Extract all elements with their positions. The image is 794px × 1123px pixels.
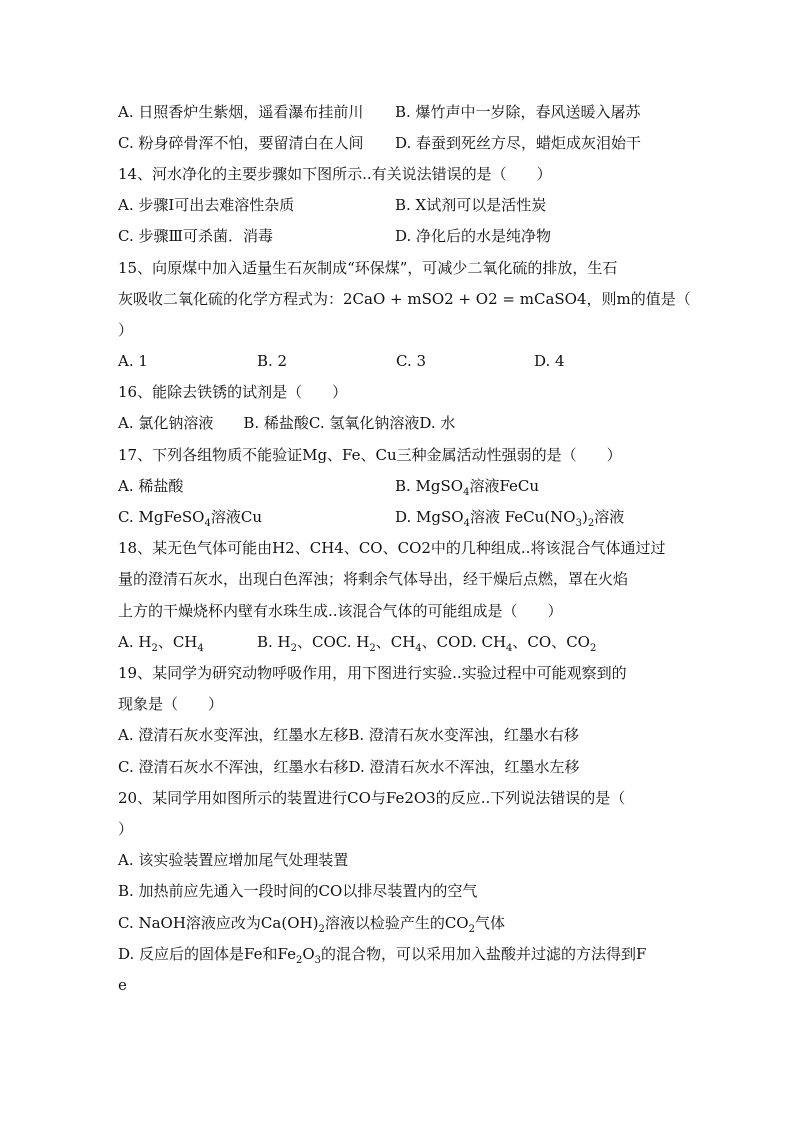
q17-option-a: A. 稀盐酸: [118, 477, 184, 495]
q13-option-a: A. 日照香炉生紫烟，遥看瀑布挂前川: [118, 103, 364, 121]
q17-option-d: D. MgSO$_4$溶液 $FeCu(NO_3)_2$溶液: [395, 508, 625, 529]
q19-stem-line-2: 现象是（ ）: [118, 695, 224, 713]
q20-option-d: D. 反应后的固体是Fe和$Fe_2O_3$的混合物，可以采用加入盐酸并过滤的方法得到F: [118, 945, 647, 966]
q13-option-b: B. 爆竹声中一岁除，春风送暖入屠苏: [395, 103, 641, 121]
q15-option-a: A. 1: [118, 352, 148, 370]
q13-option-c: C. 粉身碎骨浑不怕，要留清白在人间: [118, 134, 364, 152]
q16-stem: 16、能除去铁锈的试剂是（ ）: [118, 383, 348, 401]
q20-option-a: A. 该实验装置应增加尾气处理装置: [118, 851, 349, 869]
q15-option-b: B. 2: [257, 352, 288, 370]
q17-row-cd: [118, 502, 678, 533]
q20-option-d-wrap: e: [118, 976, 127, 994]
q13-row-ab: [118, 97, 678, 128]
q19-options-line-1: A. 澄清石灰水变浑浊，红墨水左移B. 澄清石灰水变浑浊，红墨水右移: [118, 726, 579, 744]
q14-row-ab: [118, 190, 678, 221]
q17-option-b: B. MgSO$_4$溶液FeCu: [395, 477, 540, 498]
q18-option-a: A. $H_2$、$CH_4$: [118, 633, 204, 654]
q14-option-a: A. 步骤Ⅰ可出去难溶性杂质: [118, 196, 295, 214]
q18-stem-line-3: 上方的干燥烧杯内壁有水珠生成..该混合气体的可能组成是（ ）: [118, 602, 563, 620]
q19-options-line-2: C. 澄清石灰水不浑浊，红墨水右移D. 澄清石灰水不浑浊，红墨水左移: [118, 758, 580, 776]
q20-stem-line-2: ）: [118, 820, 134, 838]
q18-stem-line-1: 18、某无色气体可能由H2、CH4、CO、CO2中的几种组成..将该混合气体通过过: [118, 539, 666, 557]
q14-stem: 14、河水净化的主要步骤如下图所示..有关说法错误的是（ ）: [118, 165, 552, 183]
q15-option-d: D. 4: [534, 352, 565, 370]
q14-option-b: B. X试剂可以是活性炭: [395, 196, 547, 214]
q18-stem-line-2: 量的澄清石灰水，出现白色浑浊；将剩余气体导出，经干燥后点燃，罩在火焰: [118, 570, 629, 588]
q15-stem-line-1: 15、向原煤中加入适量生石灰制成“环保煤”，可减少二氧化硫的排放，生石: [118, 259, 618, 277]
q20-option-b: B. 加热前应先通入一段时间的CO以排尽装置内的空气: [118, 882, 478, 900]
q20-stem-line-1: 20、某同学用如图所示的装置进行CO与Fe2O3的反应..下列说法错误的是（: [118, 789, 626, 807]
q15-stem-line-2: 灰吸收二氧化硫的化学方程式为：2CaO + mSO2 + O2 = mCaSO4，则m的值是（: [118, 290, 691, 308]
q13-row-cd: [118, 128, 678, 159]
q16-options: A. 氯化钠溶液 B. 稀盐酸C. 氢氧化钠溶液D. 水: [118, 414, 456, 432]
q15-option-c: C. 3: [396, 352, 427, 370]
q14-option-d: D. 净化后的水是纯净物: [395, 227, 552, 245]
q17-row-ab: [118, 471, 678, 502]
q17-option-c: C. MgFeSO$_4$溶液Cu: [118, 508, 262, 529]
q15-stem-line-3: ）: [118, 321, 134, 339]
q19-stem-line-1: 19、某同学为研究动物呼吸作用，用下图进行实验..实验过程中可能观察到的: [118, 664, 627, 682]
q18-options-row: [118, 627, 678, 658]
q18-option-bcd: B. $H_2$、COC. $H_2$、$CH_4$、COD. $CH_4$、CO、$CO_2$: [257, 633, 597, 654]
q20-option-c: C. NaOH溶液应改为$Ca(OH)_2$溶液以检验产生的$CO_2$气体: [118, 914, 505, 935]
q15-options-row: [118, 346, 678, 377]
q14-row-cd: [118, 221, 678, 252]
q14-option-c: C. 步骤Ⅲ可杀菌．消毒: [118, 227, 273, 245]
q17-stem: 17、下列各组物质不能验证Mg、Fe、Cu三种金属活动性强弱的是（ ）: [118, 446, 622, 464]
q13-option-d: D. 春蚕到死丝方尽，蜡炬成灰泪始干: [395, 134, 642, 152]
